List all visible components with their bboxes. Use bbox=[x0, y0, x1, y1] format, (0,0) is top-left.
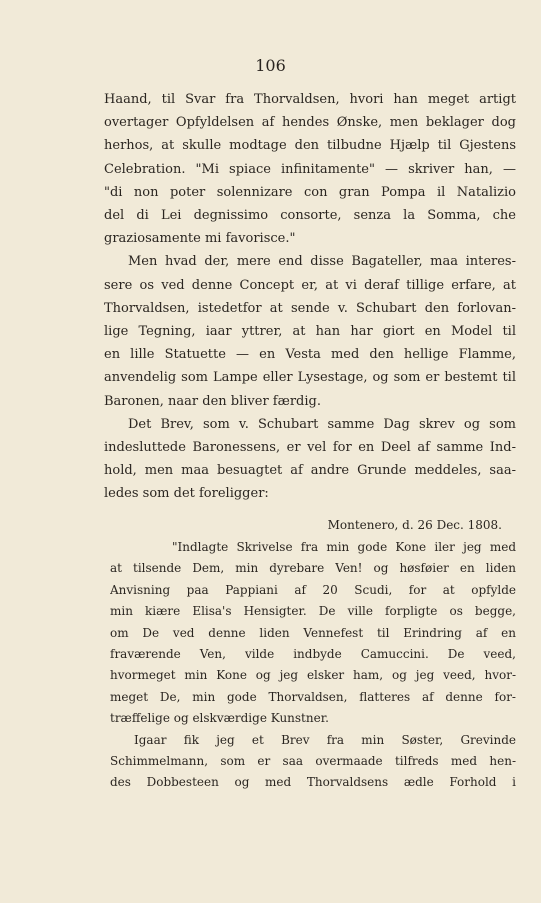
letter-line: Schimmelmann, som er saa overmaade tilfreds med hen- bbox=[110, 754, 516, 769]
letter-line: hvormeget min Kone og jeg elsker ham, og jeg veed, hvor- bbox=[110, 668, 516, 683]
letter-line: fraværende Ven, vilde indbyde Camuccini. De veed, bbox=[110, 647, 516, 662]
text-line: indesluttede Baronessens, er vel for en Deel af samme Ind- bbox=[104, 440, 516, 456]
text-line: herhos, at skulle modtage den tilbudne Hjælp til Gjestens bbox=[104, 138, 516, 154]
letter-line: "Indlagte Skrivelse fra min gode Kone iler jeg med bbox=[172, 540, 516, 554]
text-line: lige Tegning, iaar yttrer, at han har giort en Model til bbox=[104, 324, 516, 340]
letter-dateline: Montenero, d. 26 Dec. 1808. bbox=[327, 518, 502, 532]
letter-text bbox=[110, 537, 516, 794]
text-line: overtager Opfyldelsen af hendes Ønske, men beklager dog bbox=[104, 115, 516, 131]
text-line: hold, men maa besuagtet af andre Grunde meddeles, saa- bbox=[104, 463, 516, 479]
letter-line: Anvisning paa Pappiani af 20 Scudi, for at opfylde bbox=[110, 582, 516, 597]
text-line: Det Brev, som v. Schubart samme Dag skrev og som bbox=[128, 416, 516, 432]
text-line: graziosamente mi favorisce." bbox=[104, 231, 296, 247]
letter-line: min kiære Elisa's Hensigter. De ville forpligte os begge, bbox=[110, 604, 516, 619]
text-line: Haand, til Svar fra Thorvaldsen, hvori han meget artigt bbox=[104, 92, 516, 107]
text-line: en lille Statuette — en Vesta med den hellige Flamme, bbox=[104, 347, 516, 363]
letter-line: Igaar fik jeg et Brev fra min Søster, Grevinde bbox=[134, 732, 516, 747]
text-line: sere os ved denne Concept er, at vi deraf tillige erfare, at bbox=[104, 277, 516, 293]
text-line: "di non poter solennizare con gran Pompa il Natalizio bbox=[104, 184, 516, 200]
letter-line: om De ved denne liden Vennefest til Erindring af en bbox=[110, 625, 516, 640]
text-line: Celebration. "Mi spiace infinitamente" — skriver han, — bbox=[104, 161, 516, 177]
letter-line: træffelige og elskværdige Kunstner. bbox=[110, 711, 329, 726]
letter-line: des Dobbesteen og med Thorvaldsens ædle Forhold i bbox=[110, 775, 516, 790]
text-line: anvendelig som Lampe eller Lysestage, og som er bestemt til bbox=[104, 370, 516, 386]
page-number: 106 bbox=[255, 56, 286, 75]
letter-line: at tilsende Dem, min dyrebare Ven! og høsføier en liden bbox=[110, 561, 516, 576]
body-text bbox=[104, 88, 516, 506]
text-line: Men hvad der, mere end disse Bagateller, maa interes- bbox=[128, 254, 516, 270]
text-line: ledes som det foreligger: bbox=[104, 486, 269, 502]
text-line: del di Lei degnissimo consorte, senza la Somma, che bbox=[104, 208, 516, 224]
text-line: Thorvaldsen, istedetfor at sende v. Schubart den forlovan- bbox=[104, 300, 516, 316]
text-line: Baronen, naar den bliver færdig. bbox=[104, 393, 321, 409]
letter-line: meget De, min gode Thorvaldsen, flatteres af denne for- bbox=[110, 689, 516, 704]
